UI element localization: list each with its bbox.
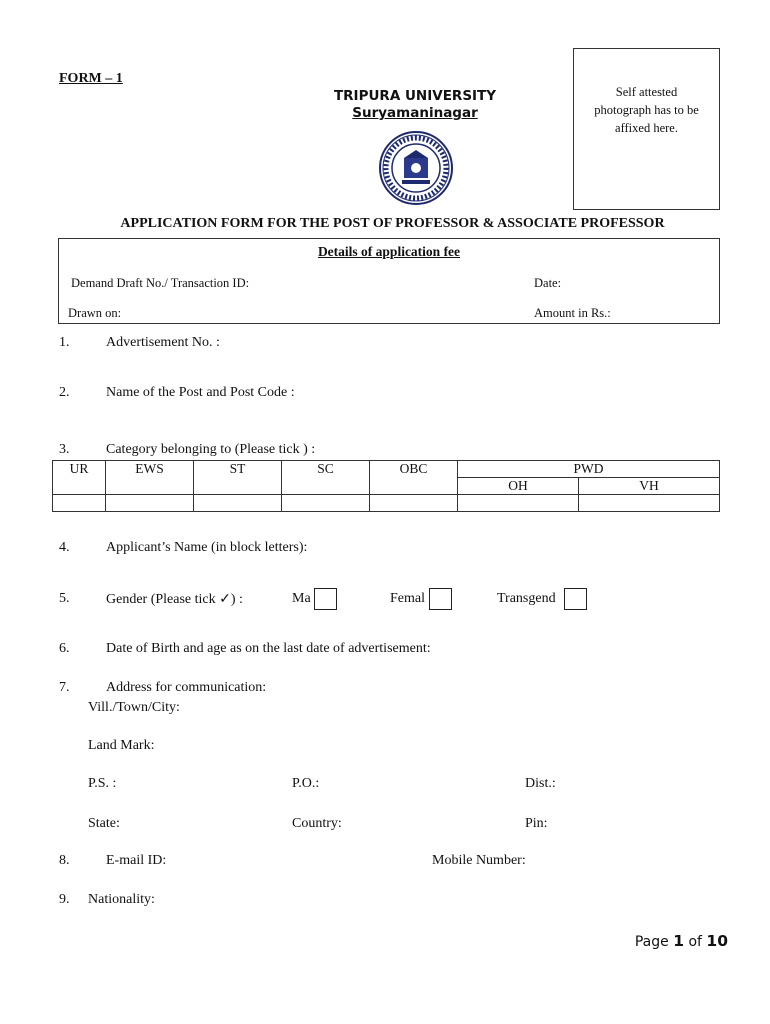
gender-transgender-label: Transgend [497,591,556,606]
category-table [52,460,720,512]
landmark-field[interactable]: Land Mark: [88,738,155,753]
photo-line-2: photograph has to be [594,103,699,117]
item-number: 4. [59,540,70,555]
page-indicator [635,932,728,950]
item-label: Advertisement No. : [106,335,220,350]
email-field[interactable]: E-mail ID: [106,853,167,868]
item-label: Gender (Please tick ✓) : [106,592,243,607]
page-current: 1 [673,932,685,950]
cat-cell-vh[interactable] [579,495,720,512]
page-prefix: Page [634,934,669,950]
cat-cell-ur[interactable] [53,495,106,512]
cat-header-vh: VH [579,478,720,495]
cat-header-ews: EWS [106,461,194,495]
page-total: 10 [706,932,728,950]
photo-line-3: affixed here. [615,121,678,135]
cat-header-obc: OBC [370,461,458,495]
cat-cell-sc[interactable] [282,495,370,512]
item-number: 8. [59,853,70,868]
item-number: 7. [59,680,70,695]
university-seal-icon [378,130,454,206]
item-number: 3. [59,442,70,457]
gender-female-label: Femal [390,591,425,606]
cat-header-pwd: PWD [458,461,720,478]
gender-male-checkbox[interactable] [314,588,337,610]
cat-header-oh: OH [458,478,579,495]
item-number: 1. [59,335,70,350]
item-number: 9. [59,892,70,907]
cat-cell-st[interactable] [194,495,282,512]
cat-cell-oh[interactable] [458,495,579,512]
ps-field[interactable]: P.S. : [88,776,117,791]
item-label: Name of the Post and Post Code : [106,385,295,400]
photo-box [573,48,720,210]
item-number: 2. [59,385,70,400]
item-label: Applicant’s Name (in block letters): [106,540,308,555]
item-label: Nationality: [88,892,155,907]
drawn-on-field[interactable]: Drawn on: [68,306,122,320]
gender-male-label: Ma [292,591,311,606]
date-field[interactable]: Date: [534,276,562,290]
cat-cell-ews[interactable] [106,495,194,512]
cat-header-sc: SC [282,461,370,495]
dd-field[interactable]: Demand Draft No./ Transaction ID: [71,276,250,290]
amount-field[interactable]: Amount in Rs.: [534,306,611,320]
university-location: Suryamaninagar [352,105,478,121]
item-number: 5. [59,591,70,606]
dist-field[interactable]: Dist.: [525,776,556,791]
item-number: 6. [59,641,70,656]
cat-cell-obc[interactable] [370,495,458,512]
state-field[interactable]: State: [88,816,120,831]
item-label: Date of Birth and age as on the last date of advertisement: [106,641,431,656]
gender-transgender-checkbox[interactable] [564,588,587,610]
item-label: Category belonging to (Please tick ) : [106,442,316,457]
form-number: FORM – 1 [59,71,123,86]
page-of: of [688,934,702,950]
university-name: TRIPURA UNIVERSITY [333,88,497,104]
application-title: APPLICATION FORM FOR THE POST OF PROFESSOR & ASSOCIATE PROFESSOR [120,216,665,231]
university-header [300,88,530,122]
country-field[interactable]: Country: [292,816,342,831]
vill-field[interactable]: Vill./Town/City: [88,700,180,715]
item-label: Address for communication: [106,680,267,695]
fee-details-box [58,238,720,324]
photo-line-1: Self attested [615,85,678,99]
gender-female-checkbox[interactable] [429,588,452,610]
mobile-field[interactable]: Mobile Number: [432,853,526,868]
po-field[interactable]: P.O.: [292,776,320,791]
cat-header-st: ST [194,461,282,495]
pin-field[interactable]: Pin: [525,816,548,831]
fee-title: Details of application fee [317,244,461,259]
cat-header-ur: UR [53,461,106,495]
